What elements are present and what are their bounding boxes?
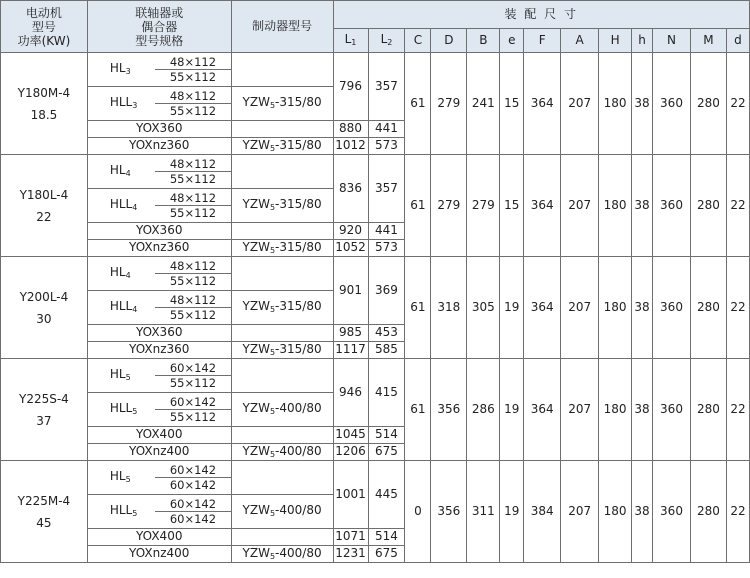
header-dim-f: F	[524, 29, 561, 53]
dim-f-upper: 364	[524, 257, 561, 359]
coupling-size: 55×112	[155, 103, 230, 118]
dim-l2: 441	[368, 121, 405, 138]
brake-label-sub: 5	[269, 347, 276, 357]
motor-power: 18.5	[30, 107, 58, 122]
motor-model-cell	[1, 155, 88, 257]
dim-a-upper: 207	[561, 359, 599, 461]
dim-n-upper: 360	[653, 461, 691, 563]
header-motor-line-3: 功率(KW)	[17, 33, 71, 48]
brake-label-sub: 5	[269, 245, 276, 255]
brake-label-text: YZW	[242, 299, 270, 314]
motor-model-cell	[1, 257, 88, 359]
dim-d-upper: 318	[431, 257, 467, 359]
coupling-type-text: HL	[109, 367, 126, 382]
brake-label-rest: -400/80	[275, 545, 322, 560]
brake-model	[231, 291, 333, 325]
brake-label-sub: 5	[269, 101, 276, 111]
coupler-model: YOX360	[87, 223, 231, 240]
brake-empty	[231, 359, 333, 393]
header-dim-m: M	[690, 29, 726, 53]
coupling-type	[110, 197, 138, 211]
brake-label-rest: -315/80	[275, 137, 322, 152]
motor-power: 45	[36, 515, 52, 530]
brake-model	[231, 223, 333, 240]
header-coupling	[87, 1, 231, 53]
dim-n-upper: 360	[653, 257, 691, 359]
brake-model	[231, 240, 333, 257]
coupling-name	[87, 359, 155, 393]
header-dim-n: N	[653, 29, 691, 53]
brake-label	[243, 444, 322, 458]
dim-d: 22	[726, 359, 749, 461]
coupler-model: YOX360	[87, 325, 231, 342]
dim-l2: 675	[368, 546, 405, 563]
coupling-size: 60×142	[155, 477, 230, 492]
coupling-type-text: HLL	[109, 95, 133, 110]
brake-label	[243, 503, 322, 517]
dim-l2: 573	[368, 240, 405, 257]
dim-l2: 357	[368, 53, 405, 121]
coupling-type	[110, 503, 138, 517]
coupling-type	[110, 95, 138, 109]
header-assembly: 装 配 尺 寸	[333, 1, 749, 29]
brake-model	[231, 495, 333, 529]
brake-label-text: YZW	[242, 545, 270, 560]
coupler-model: YOXnz400	[87, 444, 231, 461]
header-dim-c: C	[405, 29, 431, 53]
brake-label-sub: 5	[269, 143, 276, 153]
coupling-type-sub: 3	[125, 67, 131, 77]
coupling-sizes	[155, 189, 231, 223]
dim-m-upper: 280	[690, 155, 726, 257]
brake-model	[231, 325, 333, 342]
dim-h: 38	[632, 461, 653, 563]
dim-a-upper: 207	[561, 461, 599, 563]
dim-b-upper: 286	[467, 359, 500, 461]
dim-h-upper: 180	[599, 53, 632, 155]
brake-label-text: YZW	[242, 239, 270, 254]
dim-h-upper: 180	[599, 155, 632, 257]
dim-l1: 1071	[333, 529, 368, 546]
coupling-type-text: HLL	[109, 197, 133, 212]
brake-label	[243, 138, 322, 152]
coupling-name	[87, 53, 155, 87]
coupling-size: 48×112	[169, 259, 217, 273]
dim-h-upper: 180	[599, 359, 632, 461]
brake-model	[231, 138, 333, 155]
coupling-type-sub: 4	[132, 203, 138, 213]
dim-f-upper: 364	[524, 155, 561, 257]
coupling-type	[110, 163, 131, 177]
motor-model: Y225S-4	[19, 391, 69, 406]
dim-d: 22	[726, 257, 749, 359]
header-brake: 制动器型号	[231, 1, 333, 53]
motor-model-cell	[1, 53, 88, 155]
dim-l1: 796	[333, 53, 368, 121]
coupling-sizes	[155, 53, 231, 87]
coupling-sizes	[155, 495, 231, 529]
coupling-type-text: HLL	[109, 503, 133, 518]
coupling-size: 60×142	[169, 395, 217, 409]
coupling-type-sub: 4	[125, 169, 131, 179]
dim-l1: 1052	[333, 240, 368, 257]
coupling-size: 55×112	[155, 409, 230, 424]
coupling-name	[87, 461, 155, 495]
brake-label-sub: 5	[269, 407, 276, 417]
dim-l1: 946	[333, 359, 368, 427]
header-dim-h: H	[599, 29, 632, 53]
coupling-type-sub: 5	[125, 475, 131, 485]
dim-e: 19	[500, 461, 524, 563]
brake-label-text: YZW	[242, 197, 270, 212]
header-coupling-line-2: 偶合器	[141, 19, 178, 34]
coupling-size: 48×112	[169, 89, 217, 103]
coupling-size: 60×142	[169, 361, 217, 375]
dim-f-upper: 364	[524, 359, 561, 461]
coupling-type-sub: 4	[132, 305, 138, 315]
coupling-name	[87, 495, 155, 529]
coupling-size: 60×142	[155, 511, 230, 526]
dim-e: 15	[500, 155, 524, 257]
dim-l1: 1117	[333, 342, 368, 359]
coupling-type-text: HLL	[109, 299, 133, 314]
dim-c-upper: 61	[405, 155, 431, 257]
dim-n-upper: 360	[653, 53, 691, 155]
brake-label-rest: -400/80	[275, 401, 322, 416]
dim-e: 19	[500, 359, 524, 461]
coupling-type-text: HL	[109, 469, 126, 484]
brake-model	[231, 444, 333, 461]
coupling-size: 60×142	[169, 463, 217, 477]
dim-l1: 1045	[333, 427, 368, 444]
coupler-model: YOX360	[87, 121, 231, 138]
dim-h: 38	[632, 53, 653, 155]
coupling-sizes	[155, 359, 231, 393]
brake-model	[231, 87, 333, 121]
coupling-sizes	[155, 257, 231, 291]
dim-c-upper: 61	[405, 359, 431, 461]
dim-l1: 985	[333, 325, 368, 342]
dim-d: 22	[726, 155, 749, 257]
dim-a-upper: 207	[561, 257, 599, 359]
coupling-size: 60×142	[169, 497, 217, 511]
coupler-model: YOX400	[87, 529, 231, 546]
dim-c-upper: 0	[405, 461, 431, 563]
dim-m-upper: 280	[690, 257, 726, 359]
coupling-name	[87, 155, 155, 189]
coupling-type-sub: 5	[132, 407, 138, 417]
coupling-type-text: HL	[109, 163, 126, 178]
brake-label-sub: 5	[269, 509, 276, 519]
brake-model	[231, 393, 333, 427]
brake-label	[243, 95, 322, 109]
brake-empty	[231, 257, 333, 291]
dim-b-upper: 279	[467, 155, 500, 257]
brake-model	[231, 342, 333, 359]
dim-l2: 445	[368, 461, 405, 529]
coupling-type-text: HL	[109, 265, 126, 280]
brake-label	[243, 546, 322, 560]
dim-l2: 369	[368, 257, 405, 325]
header-dim-l1: $L_1$	[333, 29, 368, 53]
brake-label-text: YZW	[242, 401, 270, 416]
header-coupling-line-1: 联轴器或	[135, 5, 184, 20]
brake-label-sub: 5	[269, 203, 276, 213]
coupling-size: 48×112	[169, 191, 217, 205]
coupling-name	[87, 257, 155, 291]
coupling-type	[110, 61, 131, 75]
dim-d-upper: 356	[431, 461, 467, 563]
brake-label-text: YZW	[242, 95, 270, 110]
brake-label-text: YZW	[242, 341, 270, 356]
brake-label	[243, 342, 322, 356]
motor-model-cell	[1, 359, 88, 461]
motor-model-cell	[1, 461, 88, 563]
dim-l1: 1231	[333, 546, 368, 563]
coupling-type	[110, 367, 131, 381]
header-dim-a: A	[561, 29, 599, 53]
coupling-sizes	[155, 291, 231, 325]
brake-label-text: YZW	[242, 443, 270, 458]
coupling-type-sub: 3	[132, 101, 138, 111]
dim-c-upper: 61	[405, 257, 431, 359]
dim-l1: 1001	[333, 461, 368, 529]
dim-l1: 1012	[333, 138, 368, 155]
motor-power: 22	[36, 209, 52, 224]
dim-e: 19	[500, 257, 524, 359]
dim-h: 38	[632, 155, 653, 257]
brake-label	[243, 197, 322, 211]
coupling-type-sub: 5	[132, 509, 138, 519]
coupling-name	[87, 393, 155, 427]
brake-label-sub: 5	[269, 551, 276, 561]
dim-l1: 901	[333, 257, 368, 325]
dim-l1: 1206	[333, 444, 368, 461]
motor-power: 30	[36, 311, 52, 326]
dim-h-upper: 180	[599, 461, 632, 563]
brake-label-rest: -315/80	[275, 239, 322, 254]
coupling-name	[87, 87, 155, 121]
header-motor-line-1: 电动机	[25, 5, 62, 20]
brake-label-sub: 5	[269, 305, 276, 315]
dim-a-upper: 207	[561, 53, 599, 155]
dim-m-upper: 280	[690, 461, 726, 563]
dim-l2: 514	[368, 529, 405, 546]
dim-n-upper: 360	[653, 359, 691, 461]
dim-a-upper: 207	[561, 155, 599, 257]
brake-empty	[231, 53, 333, 87]
coupling-type	[110, 469, 131, 483]
coupling-name	[87, 291, 155, 325]
header-dim-l2: $L_2$	[368, 29, 405, 53]
dim-l1: 836	[333, 155, 368, 223]
dim-l2: 585	[368, 342, 405, 359]
brake-label-rest: -315/80	[275, 95, 322, 110]
coupling-type-text: HL	[109, 61, 126, 76]
brake-model	[231, 546, 333, 563]
coupling-size: 55×112	[155, 307, 230, 322]
coupling-size: 55×112	[155, 171, 230, 186]
coupling-sizes	[155, 393, 231, 427]
dim-f-upper: 364	[524, 53, 561, 155]
dim-b-upper: 311	[467, 461, 500, 563]
dim-l1: 920	[333, 223, 368, 240]
coupler-model: YOX400	[87, 427, 231, 444]
dim-l2: 573	[368, 138, 405, 155]
dim-l2: 357	[368, 155, 405, 223]
coupler-model: YOXnz360	[87, 342, 231, 359]
dim-l2: 453	[368, 325, 405, 342]
coupling-type-text: HLL	[109, 401, 133, 416]
coupling-size: 55×112	[155, 375, 230, 390]
brake-label-text: YZW	[242, 503, 270, 518]
header-dim-h: h	[632, 29, 653, 53]
dim-h: 38	[632, 257, 653, 359]
brake-label-rest: -315/80	[275, 197, 322, 212]
dim-l2: 441	[368, 223, 405, 240]
motor-model: Y180L-4	[19, 187, 69, 202]
motor-model: Y225M-4	[17, 493, 71, 508]
dim-d-upper: 356	[431, 359, 467, 461]
brake-empty	[231, 461, 333, 495]
coupling-type	[110, 265, 131, 279]
dim-m-upper: 280	[690, 359, 726, 461]
dim-n-upper: 360	[653, 155, 691, 257]
dim-l1: 880	[333, 121, 368, 138]
brake-label-sub: 5	[269, 449, 276, 459]
brake-model	[231, 427, 333, 444]
brake-label	[243, 240, 322, 254]
dim-e: 15	[500, 53, 524, 155]
brake-label-rest: -315/80	[275, 299, 322, 314]
brake-model	[231, 529, 333, 546]
brake-model	[231, 189, 333, 223]
coupling-sizes	[155, 87, 231, 121]
dim-d-upper: 279	[431, 155, 467, 257]
dim-d-upper: 279	[431, 53, 467, 155]
coupling-type	[110, 401, 138, 415]
header-motor-line-2: 型号	[31, 19, 56, 34]
header-motor	[1, 1, 88, 53]
coupler-model: YOXnz360	[87, 240, 231, 257]
brake-label-text: YZW	[242, 137, 270, 152]
dim-h-upper: 180	[599, 257, 632, 359]
coupler-model: YOXnz360	[87, 138, 231, 155]
dim-l2: 675	[368, 444, 405, 461]
brake-model	[231, 121, 333, 138]
dim-d: 22	[726, 53, 749, 155]
coupling-size: 48×112	[169, 55, 217, 69]
motor-model: Y180M-4	[17, 85, 71, 100]
coupling-size: 55×112	[155, 69, 230, 84]
coupling-type-sub: 5	[125, 373, 131, 383]
coupler-model: YOXnz400	[87, 546, 231, 563]
dim-l2: 415	[368, 359, 405, 427]
coupling-sizes	[155, 155, 231, 189]
coupling-size: 48×112	[169, 293, 217, 307]
coupling-sizes	[155, 461, 231, 495]
dim-c-upper: 61	[405, 53, 431, 155]
coupling-size: 55×112	[155, 273, 230, 288]
motor-power: 37	[36, 413, 52, 428]
coupling-type	[110, 299, 138, 313]
header-dim-d: d	[726, 29, 749, 53]
brake-label-rest: -315/80	[275, 341, 322, 356]
brake-label	[243, 299, 322, 313]
brake-label-rest: -400/80	[275, 503, 322, 518]
header-dim-b: B	[467, 29, 500, 53]
dim-f-upper: 384	[524, 461, 561, 563]
dim-h: 38	[632, 359, 653, 461]
header-dim-e: e	[500, 29, 524, 53]
brake-empty	[231, 155, 333, 189]
brake-label	[243, 401, 322, 415]
coupling-size: 55×112	[155, 205, 230, 220]
header-dim-d: D	[431, 29, 467, 53]
brake-label-rest: -400/80	[275, 443, 322, 458]
coupling-type-sub: 4	[125, 271, 131, 281]
dim-d: 22	[726, 461, 749, 563]
coupling-name	[87, 189, 155, 223]
dim-b-upper: 241	[467, 53, 500, 155]
coupling-size: 48×112	[169, 157, 217, 171]
header-coupling-line-3: 型号规格	[135, 33, 184, 48]
motor-model: Y200L-4	[19, 289, 69, 304]
dim-b-upper: 305	[467, 257, 500, 359]
dim-l2: 514	[368, 427, 405, 444]
dim-m-upper: 280	[690, 53, 726, 155]
